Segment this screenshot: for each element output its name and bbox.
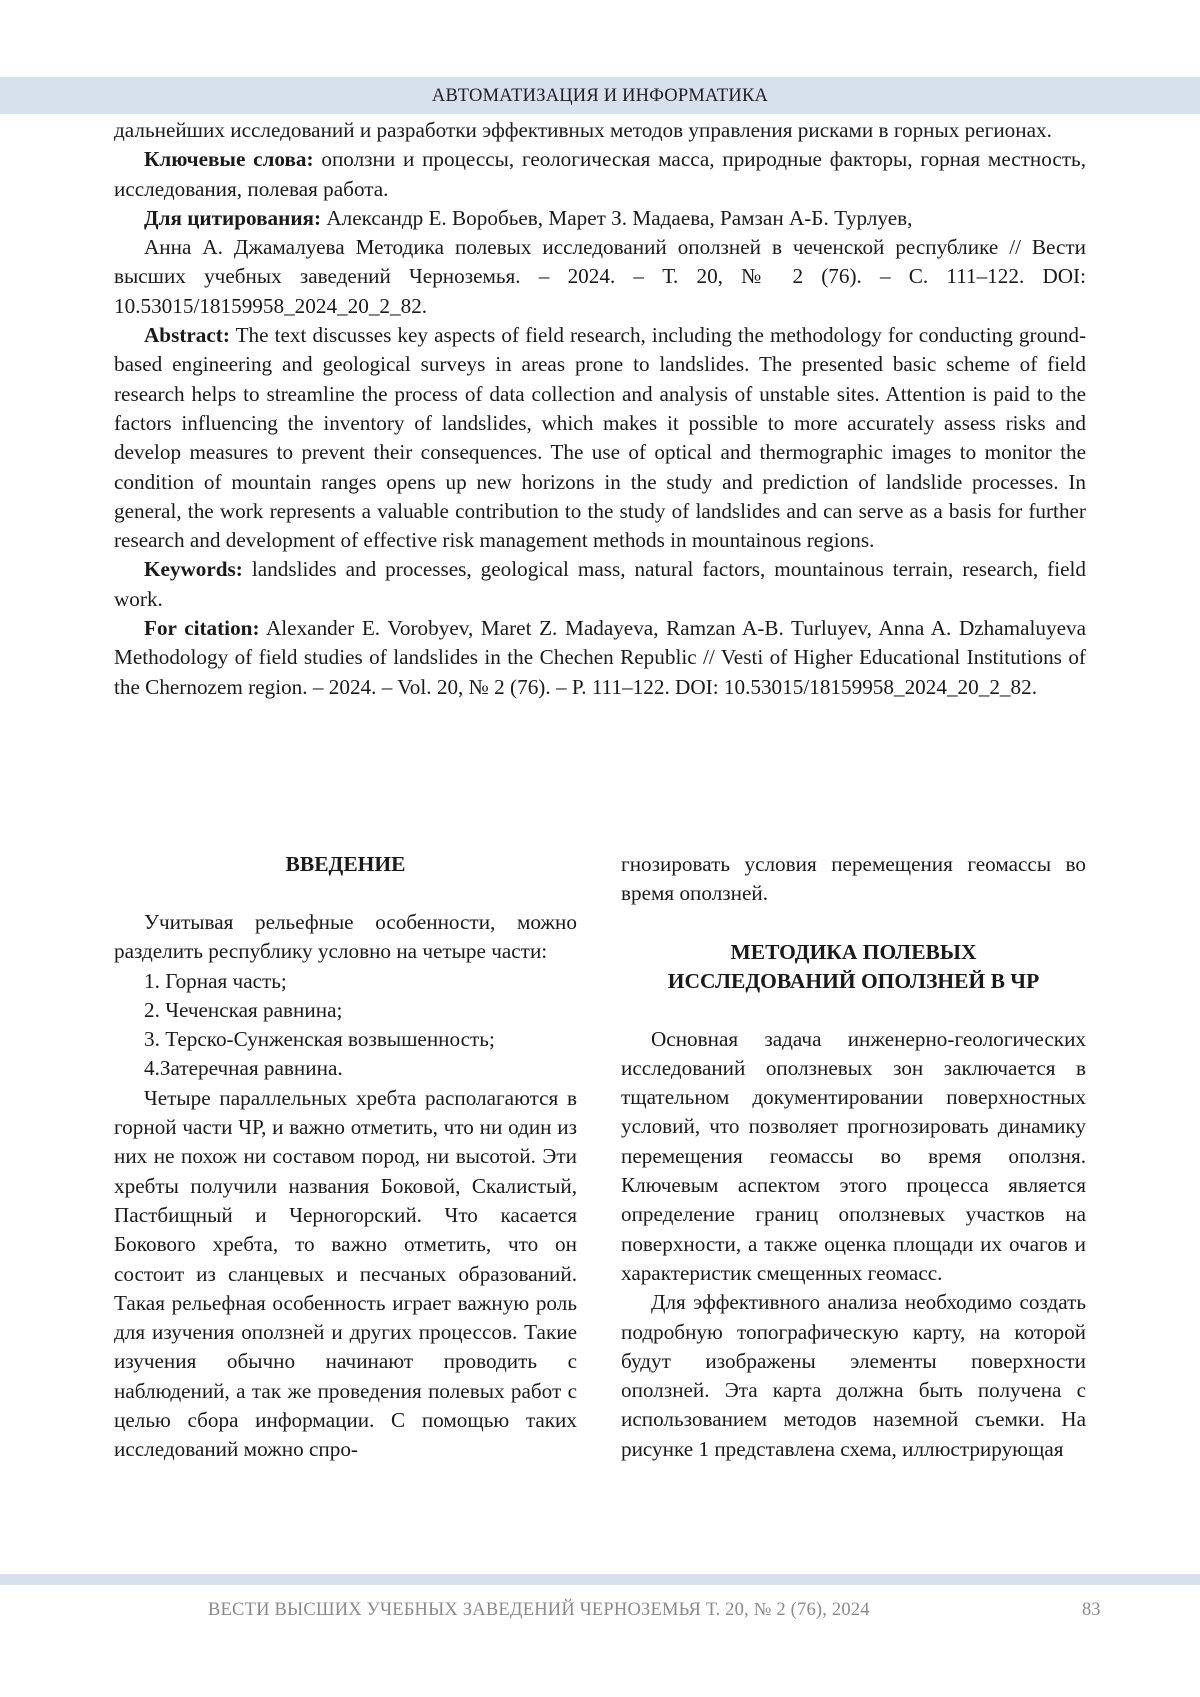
continuation-paragraph: гнозировать условия перемещения геомассы во время оползней. xyxy=(621,852,1086,906)
keywords-en-label: Keywords: xyxy=(144,557,243,582)
keywords-ru-text: оползни и процессы, геологическая масса, природные факторы, горная местность, исследования, полевая работа. xyxy=(114,147,1087,201)
citation-en-label: For citation: xyxy=(144,616,260,641)
body-paragraph: Четыре параллельных хребта располагаются в горной части ЧР, и важно отметить, что ни один из них не похож ни составом пород, ни высотой. Эти хребты получили названия Боковой, Скалистый, Пастбищный и Черногорский. Что касается Бокового хребта, то важно отметить, что он состоит из сланцевых и песчаных образований. Такая рельефная особенность играет важную роль для изучения оползней и других процессов. Такие изучения обычно начинают проводить с наблюдений, а так же проведения полевых работ с целью сбора информации. С помощью таких исследований можно спро- xyxy=(114,1085,577,1462)
left-column xyxy=(114,850,577,1465)
keywords-ru xyxy=(114,145,1086,204)
list-item: 3. Терско-Сунженская возвышенность; xyxy=(144,1027,495,1052)
section-heading-methodology-line2: ИССЛЕДОВАНИЙ ОПОЛЗНЕЙ В ЧР xyxy=(667,968,1040,993)
right-column xyxy=(621,850,1086,1464)
keywords-ru-label: Ключевые слова: xyxy=(144,147,314,172)
citation-ru-first-line xyxy=(114,204,1086,233)
footer-band xyxy=(0,1574,1200,1585)
page-number: 83 xyxy=(1082,1600,1101,1620)
citation-en xyxy=(114,614,1086,702)
citation-en-text: Alexander E. Vorobyev, Maret Z. Madayeva, Ramzan A-B. Turluyev, Anna A. Dzhamaluyeva Methodology of field studies of landslides in the Chechen Republic // Vesti of Higher Educational Institutions of the Chernozem region. – 2024. – Vol. 20, № 2 (76). – P. 111–122. DOI: 10.53015/18159958_2024_20_2_82. xyxy=(114,616,1087,699)
citation-ru-authors: Александр Е. Воробьев, Марет З. Мадаева, Рамзан А-Б. Турлуев, xyxy=(321,205,913,230)
journal-footer: ВЕСТИ ВЫСШИХ УЧЕБНЫХ ЗАВЕДЕНИЙ ЧЕРНОЗЕМЬЯ Т. 20, № 2 (76), 2024 xyxy=(208,1600,870,1620)
methodology-paragraph-2: Для эффективного анализа необходимо создать подробную топографическую карту, на которой будут изображены элементы поверхности оползней. Эта карта должна быть получена с использованием методов наземной съемки. На рисунке 1 представлена схема, иллюстрирующая xyxy=(621,1290,1086,1461)
abstract-en-text: The text discusses key aspects of field research, including the methodology for conducting ground-based engineering and geological surveys in areas prone to landslides. The presented basic scheme of field research helps to streamline the process of data collection and analysis of unstable sites. Attention is paid to the factors influencing the inventory of landslides, which makes it possible to more accurately assess risks and develop measures to prevent their consequences. The use of optical and thermographic images to monitor the condition of mountain ranges opens up new horizons in the study and prediction of landslide processes. In general, the work represents a valuable contribution to the study of landslides and can serve as a basis for further research and development of effective risk management methods in mountainous regions. xyxy=(114,323,1086,553)
abstract-en-label: Abstract: xyxy=(144,323,230,348)
abstract-en xyxy=(114,321,1086,555)
section-heading-methodology-line1: МЕТОДИКА ПОЛЕВЫХ xyxy=(730,939,977,964)
section-title: АВТОМАТИЗАЦИЯ И ИНФОРМАТИКА xyxy=(431,86,769,106)
keywords-en-text: landslides and processes, geological mass, natural factors, mountainous terrain, research, field work. xyxy=(114,557,1086,611)
methodology-paragraph-1: Основная задача инженерно-геологических исследований оползневых зон заключается в тщательном документировании поверхностных условий, что позволяет прогнозировать динамику перемещения геомассы во время оползня. Ключевым аспектом этого процесса является определение границ оползневых участков на поверхности, а также оценка площади их очагов и характеристик смещенных геомасс. xyxy=(621,1026,1086,1285)
abstract-block xyxy=(114,116,1086,702)
section-heading-introduction: ВВЕДЕНИЕ xyxy=(285,852,406,876)
keywords-en xyxy=(114,555,1086,614)
list-item: 2. Чеченская равнина; xyxy=(144,997,343,1022)
citation-ru-text: Анна А. Джамалуева Методика полевых исследований оползней в чеченской республике // Вести высших учебных заведений Черноземья. – 2024. – Т. 20, № 2 (76). – С. 111–122. DOI: 10.53015/18159958_2024_20_2_82. xyxy=(114,235,1086,318)
citation-ru-label: Для цитирования: xyxy=(144,205,322,230)
abstract-ru-tail: дальнейших исследований и разработки эффективных методов управления рисками в горных регионах. xyxy=(114,118,1052,142)
list-item: 4.Затеречная равнина. xyxy=(144,1056,343,1081)
running-header xyxy=(0,77,1200,114)
list-item: 1. Горная часть; xyxy=(144,968,287,993)
intro-paragraph: Учитывая рельефные особенности, можно разделить республику условно на четыре части: xyxy=(114,910,577,964)
